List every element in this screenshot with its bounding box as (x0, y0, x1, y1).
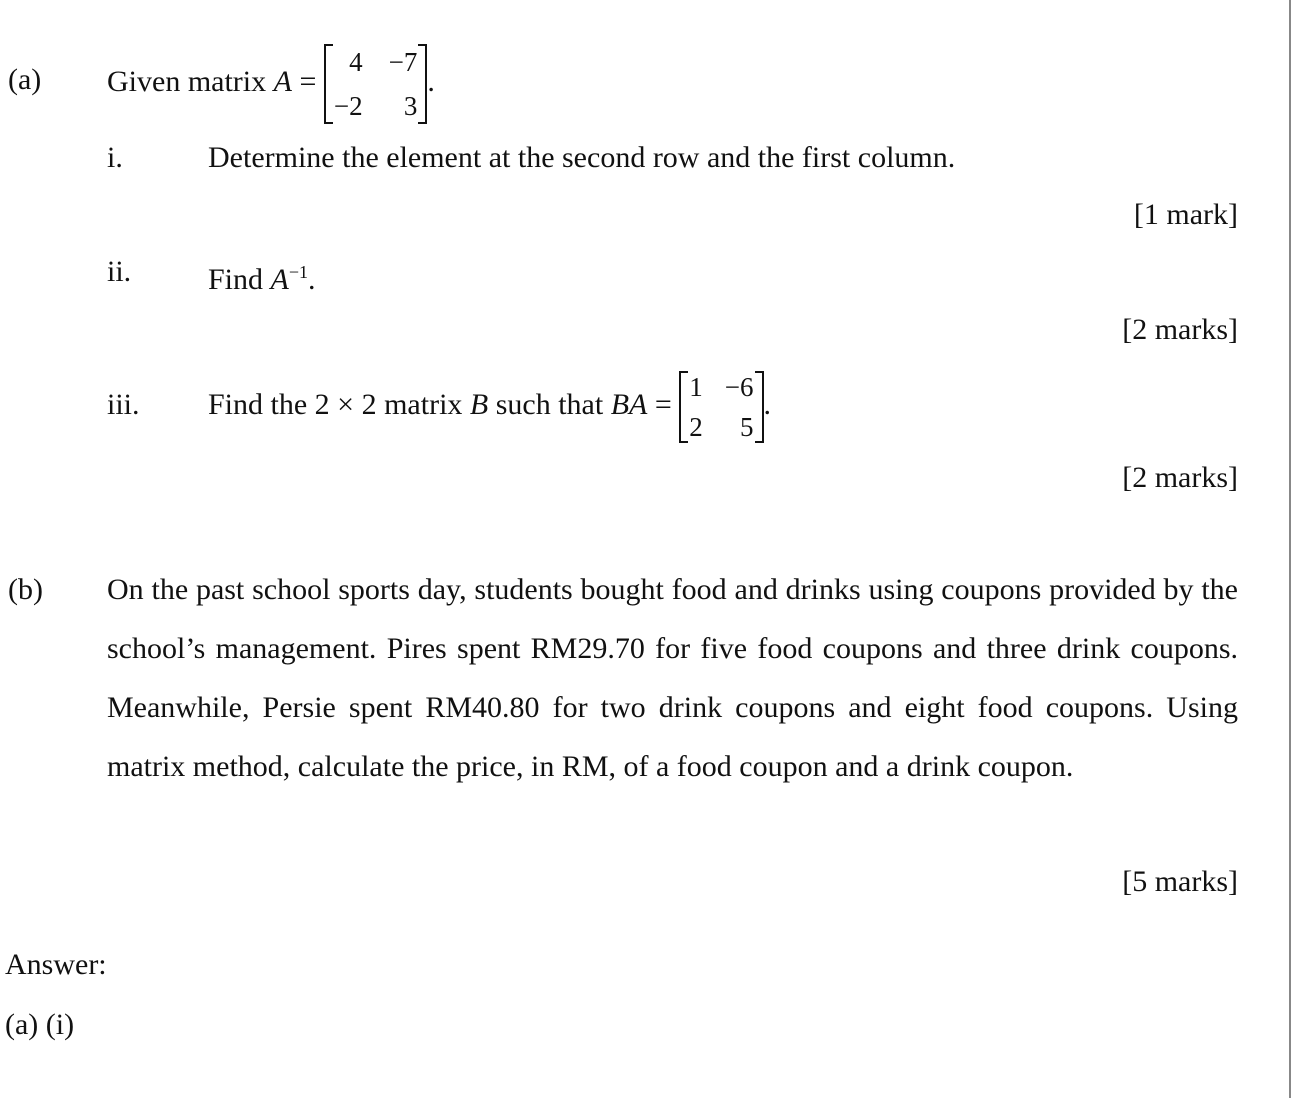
find-text: Find (208, 263, 264, 296)
part-a-label: (a) (8, 63, 42, 96)
equals: = (299, 64, 317, 98)
matrix-cell: −6 (724, 372, 754, 403)
inverse-sup: −1 (288, 262, 309, 282)
period: . (763, 388, 772, 421)
equals: = (654, 388, 672, 421)
matrix-cell: 5 (740, 412, 754, 443)
q-iii-num: iii. (107, 388, 140, 421)
matrix-cell: 2 (689, 412, 703, 443)
part-b-marks: [5 marks] (1122, 865, 1238, 898)
matrix-a (324, 40, 427, 128)
q-iii-text (208, 366, 771, 447)
part-b-text: On the past school sports day, students bought food and drinks using coupons provided by the school’s management. Pires spent RM29.70 for five food coupons and three drink coupons. Meanwhile, Persie spent RM40.80 for two drink coupons and eight food coupons. Using matrix method, calculate the price, in RM, of a food coupon and a drink coupon. (107, 573, 1238, 783)
q-i-text: Determine the element at the second row and the first column. (208, 141, 956, 174)
intro-text: Given matrix (107, 64, 267, 98)
var-a: A (273, 64, 292, 98)
period: . (308, 263, 316, 296)
q-i-num: i. (107, 141, 123, 174)
q-iii-marks: [2 marks] (1122, 461, 1238, 494)
q-ii-num: ii. (107, 255, 132, 288)
matrix-cell: 4 (349, 47, 363, 77)
q-i-marks: [1 mark] (1133, 198, 1238, 231)
answer-sub-label: (a) (i) (5, 1008, 75, 1041)
part-b-paragraph (8, 560, 1238, 796)
part-a-intro (107, 40, 435, 128)
text: Find the 2 × 2 matrix (208, 388, 463, 421)
q-ii-marks: [2 marks] (1122, 313, 1238, 346)
period: . (427, 64, 435, 98)
matrix-cell: 3 (403, 91, 418, 121)
part-b-label: (b) (8, 573, 43, 606)
matrix-cell: 1 (689, 372, 703, 403)
matrix-cell: −2 (333, 91, 363, 121)
var-b: B (469, 388, 489, 421)
text: such that (495, 388, 604, 421)
var-a: A (270, 263, 289, 296)
matrix-ba (679, 367, 763, 447)
answer-label: Answer: (5, 948, 107, 981)
matrix-cell: −7 (388, 47, 418, 77)
q-ii-text (208, 254, 316, 298)
var-ba: BA (610, 388, 648, 421)
